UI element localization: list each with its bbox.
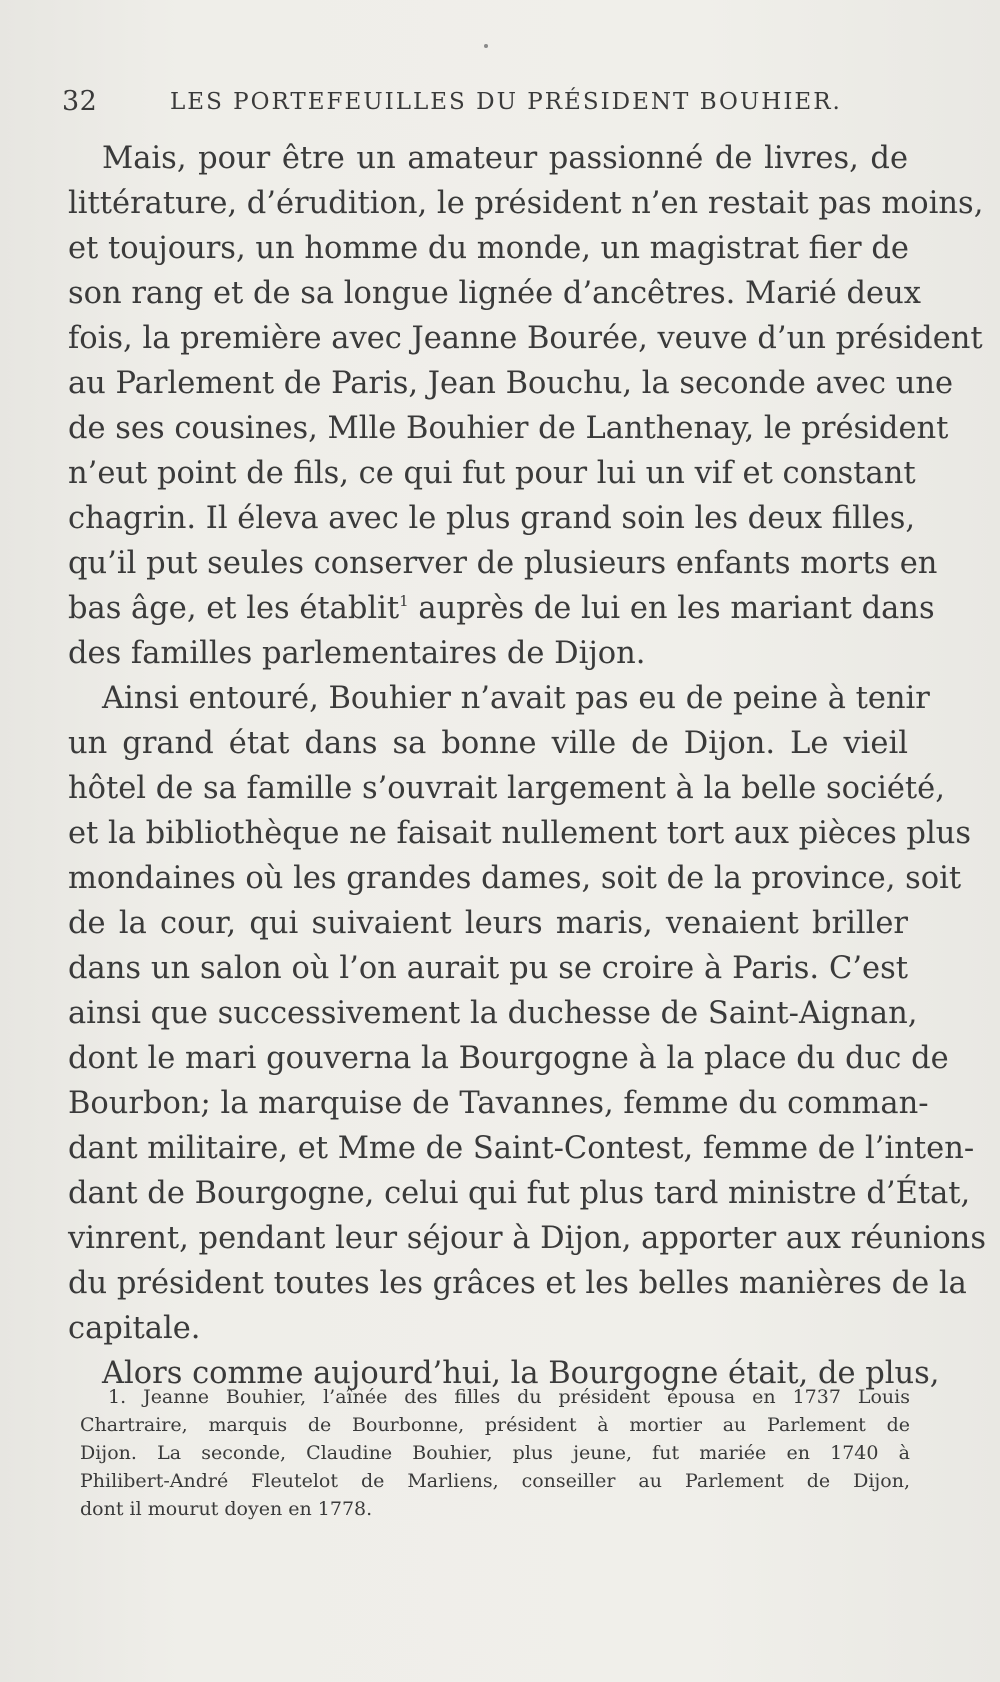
text-line: Bourbon; la marquise de Tavannes, femme du comman- [68,1086,929,1121]
paper-speck [484,44,488,48]
text-line: des familles parlementaires de Dijon. [68,636,646,671]
text-line: du président toutes les grâces et les belles manières de la [68,1266,967,1301]
footnote-marker: 1 [399,592,409,610]
text-line: littérature, d’érudition, le président n’en restait pas moins, [68,186,984,221]
text-line: un grand état dans sa bonne ville de Dijon. Le vieil [68,726,908,761]
text-line: dont le mari gouverna la Bourgogne à la place du duc de [68,1041,949,1076]
text-line: Ainsi entouré, Bouhier n’avait pas eu de peine à tenir [102,681,930,716]
text-line: capitale. [68,1311,201,1346]
footnote-line: dont il mourut doyen en 1778. [80,1498,373,1520]
text-line: et la bibliothèque ne faisait nullement tort aux pièces plus [68,816,971,851]
running-head [62,86,922,126]
text-line: chagrin. Il éleva avec le plus grand soin les deux filles, [68,501,916,536]
body-text [68,136,986,1396]
text-line: dant militaire, et Mme de Saint-Contest, femme de l’inten- [68,1131,975,1166]
text-line: vinrent, pendant leur séjour à Dijon, apporter aux réunions [68,1221,986,1256]
text-fragment: bas âge, et les établit [68,591,400,626]
footnote-line: Dijon. La seconde, Claudine Bouhier, plus jeune, fut mariée en 1740 à [80,1442,910,1464]
text-line: dant de Bourgogne, celui qui fut plus tard ministre d’État, [68,1176,971,1211]
text-line: hôtel de sa famille s’ouvrait largement à la belle société, [68,771,945,806]
text-line: ainsi que successivement la duchesse de Saint-Aignan, [68,996,918,1031]
text-line: de ses cousines, Mlle Bouhier de Lanthenay, le président [68,411,949,446]
text-line: Mais, pour être un amateur passionné de livres, de [102,141,908,176]
text-line: et toujours, un homme du monde, un magistrat fier de [68,231,909,266]
text-line: mondaines où les grandes dames, soit de la province, soit [68,861,962,896]
text-line: son rang et de sa longue lignée d’ancêtres. Marié deux [68,276,921,311]
text-line: au Parlement de Paris, Jean Bouchu, la seconde avec une [68,366,954,401]
running-title: LES PORTEFEUILLES DU PRÉSIDENT BOUHIER. [170,89,842,115]
text-line-with-note [68,586,935,631]
text-line: fois, la première avec Jeanne Bourée, veuve d’un président [68,321,983,356]
text-fragment: auprès de lui en les mariant dans [418,591,935,626]
text-line: dans un salon où l’on aurait pu se croire à Paris. C’est [68,951,908,986]
text-line: n’eut point de fils, ce qui fut pour lui un vif et constant [68,456,916,491]
text-line: de la cour, qui suivaient leurs maris, venaient briller [68,906,908,941]
text-line: qu’il put seules conserver de plusieurs enfants morts en [68,546,938,581]
footnotes [80,1383,910,1523]
text-line: Alors comme aujourd’hui, la Bourgogne était, de plus, [102,1356,940,1391]
footnote-line: Philibert-André Fleutelot de Marliens, conseiller au Parlement de Dijon, [80,1470,910,1492]
page-number: 32 [62,86,98,117]
footnote-line: 1. Jeanne Bouhier, l’aînée des filles du président épousa en 1737 Louis [108,1386,910,1408]
footnote-line: Chartraire, marquis de Bourbonne, président à mortier au Parlement de [80,1414,910,1436]
